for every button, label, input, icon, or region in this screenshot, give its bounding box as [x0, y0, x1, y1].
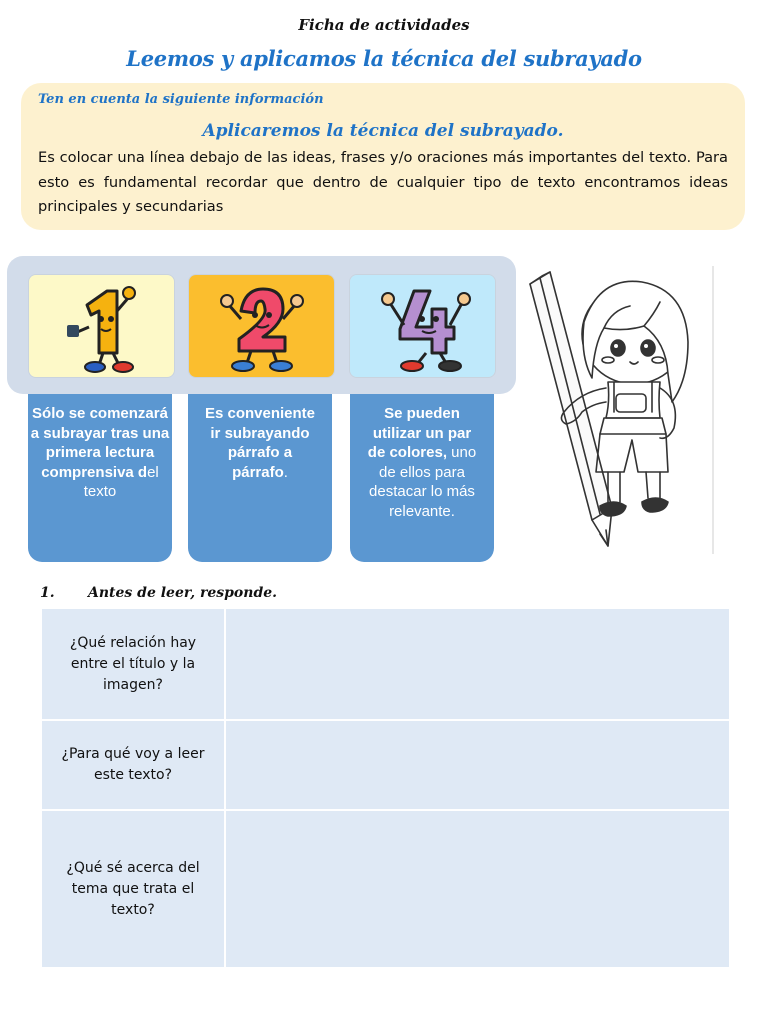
table-row	[41, 810, 730, 968]
step-text-2-normal: .	[283, 463, 288, 481]
step-text-1	[28, 394, 172, 562]
info-label: Ten en cuenta la siguiente información	[38, 92, 324, 107]
step-text-1-bold: Sólo se comenzará a subrayar tras una primera lectura comprensiva d	[30, 405, 170, 481]
question-cell: ¿Qué sé acerca del tema que trata el texto?	[41, 810, 225, 968]
info-heading: Aplicaremos la técnica del subrayado.	[202, 121, 564, 141]
step-text-2	[188, 394, 332, 562]
worksheet-label: Ficha de actividades	[298, 16, 470, 34]
section-heading	[40, 585, 277, 601]
step-card-4	[349, 274, 496, 378]
step-text-3	[350, 394, 494, 562]
questions-table	[40, 607, 731, 969]
number-four-character-illustration	[350, 275, 495, 377]
answer-cell[interactable]	[225, 810, 730, 968]
table-row	[41, 720, 730, 810]
step-text-3-normal: uno de ellos para destacar lo más relevante.	[369, 444, 477, 520]
number-two-character-illustration	[189, 275, 334, 377]
step-text-2-bold: Es conveniente ir subrayando párrafo a párrafo	[204, 405, 316, 481]
info-text: Es colocar una línea debajo de las ideas, frases y/o oraciones más importantes del texto. Para esto es fundamental recordar que dentro de cualquier tipo de texto encontramos ideas principales y secundarias	[38, 149, 728, 215]
step-card-2	[188, 274, 335, 378]
question-cell: ¿Para qué voy a leer este texto?	[41, 720, 225, 810]
step-card-1	[28, 274, 175, 378]
step-text-3-bold: Se pueden utilizar un par de colores,	[367, 405, 472, 461]
section-number: 1.	[40, 585, 55, 601]
girl-with-pencil-illustration	[520, 262, 716, 558]
answer-cell[interactable]	[225, 608, 730, 720]
number-one-character-illustration	[29, 275, 174, 377]
question-cell: ¿Qué relación hay entre el título y la imagen?	[41, 608, 225, 720]
table-row	[41, 608, 730, 720]
section-title: Antes de leer, responde.	[88, 585, 278, 601]
answer-cell[interactable]	[225, 720, 730, 810]
step-text-1-normal: el texto	[83, 463, 159, 500]
page-title: Leemos y aplicamos la técnica del subrayado	[126, 46, 642, 71]
